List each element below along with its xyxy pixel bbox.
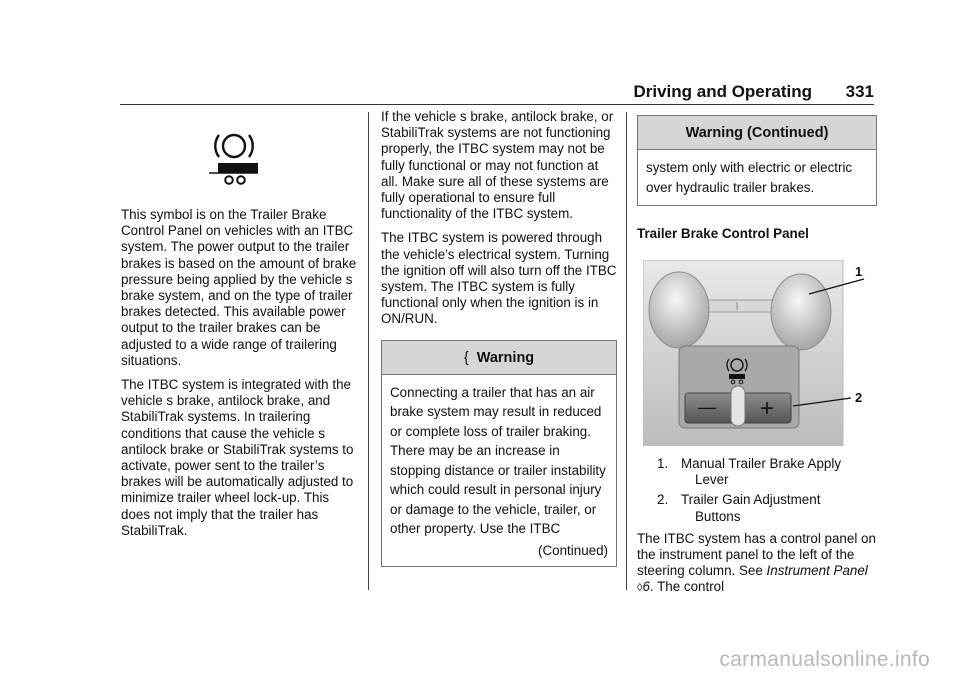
page-number: 331 [845,82,874,101]
paragraph: This symbol is on the Trailer Brake Control Panel on vehicles with an ITBC system. The power output to the trailer brakes is based on the amount of brake pressure being applied by the vehicle s brake system, and on the type of trailer brakes detected. This available power output to the trailer brakes can be adjusted to a wide range of trailering situations. [121,207,357,368]
warning-box [381,340,617,568]
warning-body [382,375,616,567]
minus-button-label: — [698,397,716,417]
header-rule [120,104,874,105]
trailer-brake-control-panel-image [643,260,865,446]
warning-body: system only with electric or electric over hydraulic trailer brakes. [646,160,853,195]
paragraph [637,531,877,597]
column-2 [381,109,617,567]
list-item-text: Lever [695,472,729,488]
instrument-panel-link[interactable]: Instrument Panel [766,563,868,579]
list-item-number: 2. [657,492,669,508]
list-item [637,456,877,488]
watermark: carmanualsonline.info [719,648,930,671]
column-3-lower [637,456,877,597]
warning-continued: (Continued) [538,542,608,558]
column-3 [637,109,877,250]
column-1 [121,207,357,547]
paragraph: The ITBC system is integrated with the vehicle s brake, antilock brake, and StabiliTrak systems. In trailering conditions that cause the vehicle s antilock brake or StabiliTrak systems to activate, power sent to the trailer’s brakes will be automatically adjusted to minimize trailer wheel lock-up. This does not imply that the trailer has StabiliTrak. [121,377,354,538]
section-title: Trailer Brake Control Panel [637,226,809,242]
trailer-brake-symbol-icon [206,128,262,190]
warning-header: Warning (Continued) [638,116,876,150]
warning-box-continued [637,115,877,206]
paragraph: If the vehicle s brake, antilock brake, or StabiliTrak systems are not functioning properly, the ITBC system may not be fully functional or may not function at all. Make sure all of these systems are fully operational to ensure full functionality of the ITBC system. [381,109,614,222]
callout-1: 1 [855,264,863,279]
column-divider-right [626,112,627,590]
paragraph: The ITBC system is powered through the vehicle’s electrical system. Turning the ignition off will also turn off the ITBC system. The ITBC system is fully functional only when the ignition is in ON/RUN. [381,230,617,327]
list-item-number: 1. [657,456,669,471]
column-divider-left [368,112,369,590]
page-reference-number[interactable]: 6 [642,579,650,595]
page-reference-icon: ◊ [637,582,643,595]
list-item-text: Manual Trailer Brake Apply [681,456,842,471]
paragraph-text: . The control [649,579,725,595]
plus-button-label: + [760,395,775,422]
callout-2: 2 [855,390,863,405]
figure-legend-list [637,456,877,525]
warning-icon: { [463,349,469,366]
warning-text: Connecting a trailer that has an air brake system may result in reduced or complete loss of trailer braking. There may be an increase in stopping distance or trailer instability which could result in personal injury or damage to the vehicle, trailer, or other property. Use the ITBC [390,384,606,537]
list-item [637,492,877,524]
page-header-title: Driving and Operating [633,82,812,101]
paragraph-text: The ITBC system has a control panel on the instrument panel to the left of the steering column. See [637,530,876,579]
warning-title: Warning [476,349,535,366]
list-item-text: Buttons [695,508,741,524]
warning-header [382,341,616,375]
list-item-text: Trailer Gain Adjustment [681,492,821,508]
